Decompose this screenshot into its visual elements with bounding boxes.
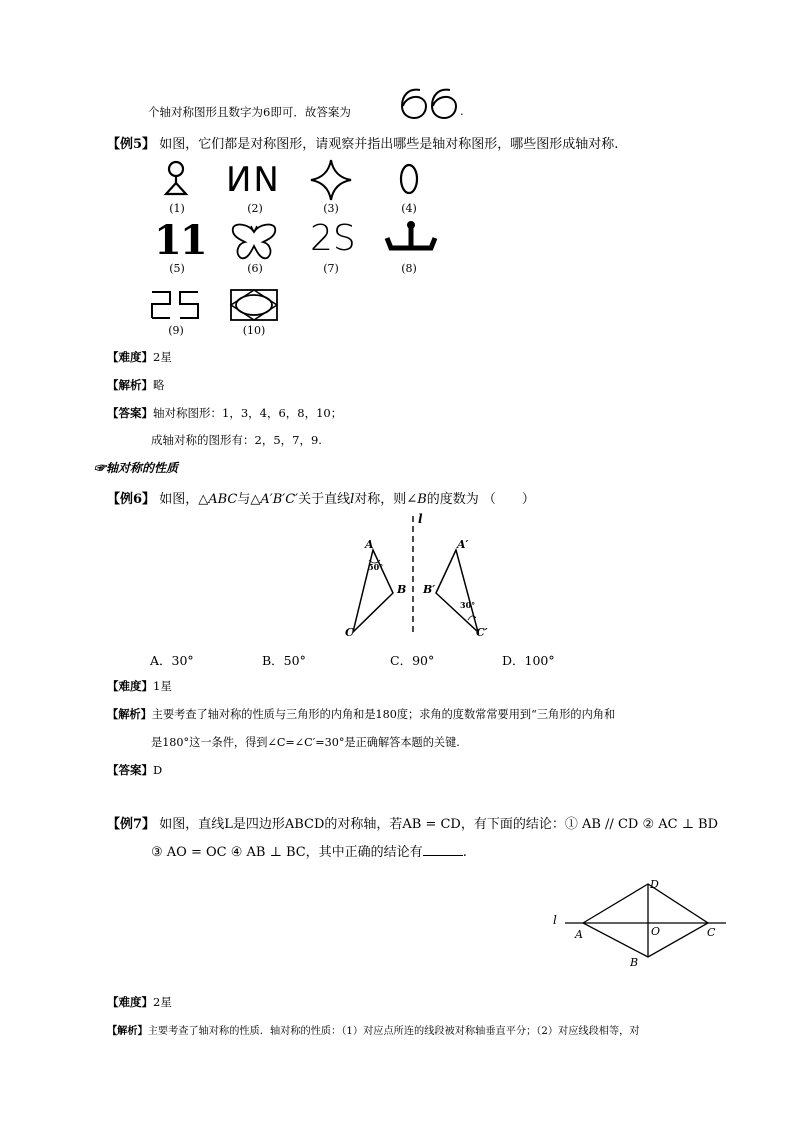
ex5-difficulty-label: 【难度】 (107, 350, 153, 364)
section-heading: ☞轴对称的性质 (94, 461, 179, 475)
ex5-label-6: (6) (247, 262, 263, 275)
ex7-difficulty-value: 2星 (153, 995, 172, 1009)
ex6-q-line: l (350, 492, 355, 507)
ex5-label-5: (5) (169, 262, 185, 275)
ex6-label-C-prime: C′ (476, 626, 488, 639)
ex6-tag: 【例6】 (107, 492, 156, 507)
ex6-label-C: C (345, 626, 354, 639)
ex5-label-4: (4) (401, 202, 417, 215)
ex6-answer-value: D (153, 763, 163, 777)
ex5-difficulty (107, 349, 172, 365)
ex7-quadrilateral (583, 884, 708, 957)
ex5-label-2: (2) (247, 202, 263, 215)
ex6-label-30deg: 30° (460, 600, 476, 610)
ex5-figure-7: 2S (310, 218, 356, 259)
answer-glyph-66 (398, 84, 458, 120)
ex5-tag: 【例5】 (107, 137, 156, 152)
ex5-question-line (107, 133, 618, 152)
ex5-figure-8 (383, 220, 439, 260)
ex6-label-l: l (418, 512, 423, 526)
ex5-analysis-label: 【解析】 (107, 378, 153, 392)
ex6-option-a[interactable]: A．30° (150, 653, 194, 668)
ex6-difficulty-label: 【难度】 (107, 679, 153, 693)
ex7-label-O: O (651, 925, 661, 938)
ex7-answer-blank[interactable] (423, 843, 463, 856)
ex5-figure-4 (394, 160, 424, 200)
ex5-figure-6 (231, 222, 277, 262)
ex7-figure (0, 874, 794, 974)
ex5-analysis (107, 377, 165, 393)
ex5-figure-10 (229, 288, 279, 322)
ex7-question-line2 (151, 841, 467, 860)
ex5-label-3: (3) (323, 202, 339, 215)
ex5-label-7: (7) (323, 262, 339, 275)
ex6-q-mid: 与 (237, 492, 251, 507)
ex7-label-A: A (575, 928, 583, 941)
ex5-answer-line2: 成轴对称的图形有：2，5，7，9. (151, 433, 322, 447)
ex6-answer-label: 【答案】 (107, 763, 153, 777)
ex5-figure-5: 11 (154, 217, 206, 264)
ex6-q-prefix: 如图， (159, 492, 199, 507)
ex7-line2-end: . (462, 845, 467, 860)
ex5-difficulty-value: 2星 (153, 350, 172, 364)
ex6-label-B: B (397, 583, 407, 596)
ex5-label-1: (1) (169, 202, 185, 215)
ex6-option-d[interactable]: D．100° (502, 653, 555, 668)
ex5-answer (107, 405, 342, 421)
ex5-label-10: (10) (242, 324, 266, 337)
ex5-figure-1 (158, 160, 198, 200)
ex7-question-line1 (107, 813, 718, 832)
ex5-figure-9 (150, 288, 202, 322)
ex7-label-C: C (707, 926, 716, 939)
ex7-difficulty-label: 【难度】 (107, 995, 153, 1009)
ex6-q-tri1: △ABC (198, 492, 238, 507)
ex7-analysis-text: 主要考查了轴对称的性质．轴对称的性质：（1）对应点所连的线段被对称轴垂直平分；（2）对应线段相等，对 (147, 1026, 640, 1037)
ex6-label-B-prime: B′ (423, 583, 436, 596)
ex5-answer-line1: 轴对称图形：1，3，4，6，8，10； (153, 406, 343, 420)
ex6-q-suffix: 的度数为 （ ） (426, 492, 535, 507)
ex5-analysis-value: 略 (153, 378, 165, 392)
top-answer-text: 个轴对称图形且数字为6即可．故答案为 (148, 105, 351, 119)
ex6-option-c[interactable]: C．90° (390, 653, 435, 668)
ex6-analysis-label: 【解析】 (107, 707, 152, 721)
ex6-question-line (107, 488, 535, 507)
ex6-label-A: A (365, 538, 374, 551)
ex7-line1: 如图，直线L是四边形ABCD的对称轴，若AB = CD，有下面的结论：① AB // CD ② AC ⊥ BD (159, 817, 719, 832)
ex6-label-A-prime: A′ (457, 538, 469, 551)
ex7-difficulty (107, 994, 172, 1010)
ex5-question: 如图，它们都是对称图形，请观察并指出哪些是轴对称图形，哪些图形成轴对称. (159, 137, 619, 152)
ex6-difficulty (107, 678, 172, 694)
ex7-label-D: D (650, 878, 659, 891)
ex7-analysis (107, 1022, 640, 1037)
ex7-label-B: B (630, 956, 639, 969)
ex6-analysis (107, 706, 615, 722)
ex6-option-b[interactable]: B．50° (262, 653, 306, 668)
ex6-triangle-a2b2c2 (436, 550, 478, 632)
ex7-analysis-label: 【解析】 (107, 1025, 148, 1037)
top-answer-end: . (460, 104, 464, 118)
ex5-figure-3 (309, 158, 353, 202)
ex7-label-l: l (553, 913, 557, 927)
ex6-label-50deg: 50° (368, 562, 384, 572)
ex6-q-angle: ∠B (406, 492, 427, 507)
ex6-q-mid2: 关于直线 (298, 492, 351, 507)
top-answer-line (148, 104, 351, 120)
ex5-label-9: (9) (168, 324, 184, 337)
ex6-analysis-line2: 是180°这一条件，得到∠C=∠C′=30°是正确解答本题的关键. (151, 736, 460, 749)
ex5-label-8: (8) (401, 262, 417, 275)
ex6-difficulty-value: 1星 (153, 679, 172, 693)
ex6-analysis-line1: 主要考查了轴对称的性质与三角形的内角和是180度；求角的度数常常要用到“三角形的内角和 (151, 708, 616, 721)
ex5-answer-label: 【答案】 (107, 406, 153, 420)
ex5-figure-2: ИN (226, 160, 281, 200)
ex6-q-tri2: △A′B′C′ (250, 492, 299, 507)
ex7-tag: 【例7】 (107, 817, 156, 832)
ex6-answer (107, 762, 162, 778)
ex7-line2: ③ AO = OC ④ AB ⊥ BC，其中正确的结论有 (151, 845, 423, 860)
ex6-figure (0, 510, 794, 640)
ex6-q-mid3: 对称，则 (354, 492, 407, 507)
